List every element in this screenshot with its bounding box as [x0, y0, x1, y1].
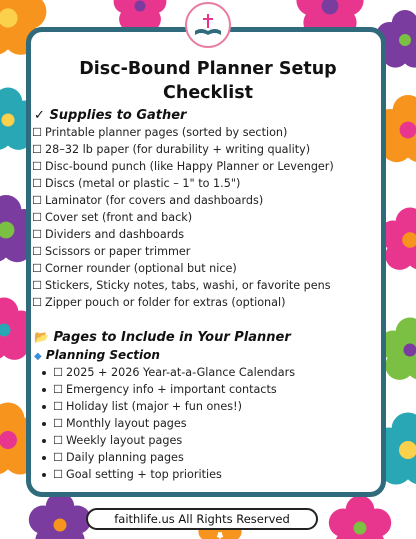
checkbox-icon: ☐: [53, 468, 64, 481]
checkbox-icon: ☐: [32, 228, 43, 241]
list-item: ☐ Scissors or paper trimmer: [32, 245, 191, 258]
checkbox-icon: ☐: [32, 194, 43, 207]
checkbox-icon: ☐: [32, 160, 43, 173]
checkbox-icon: ☐: [32, 211, 43, 224]
page-title: Disc-Bound Planner Setup: [79, 59, 337, 79]
list-item: ☐ Laminator (for covers and dashboards): [32, 194, 264, 207]
list-item: ☐ Corner rounder (optional but nice): [32, 262, 237, 275]
page-title-line2: Checklist: [163, 83, 253, 103]
checkbox-icon: ☐: [32, 245, 43, 258]
list-item: ☐ Holiday list (major + fun ones!): [42, 400, 242, 414]
list-item: ☐ Printable planner pages (sorted by section): [32, 126, 288, 139]
list-item: ☐ Weekly layout pages: [42, 434, 182, 448]
pages-heading: 📂 Pages to Include in Your Planner: [34, 330, 291, 345]
diamond-icon: ◆: [34, 351, 42, 362]
list-item: ☐ Disc-bound punch (like Happy Planner or Levenger): [32, 160, 334, 173]
list-item: ☐ Daily planning pages: [42, 451, 184, 465]
list-item: ☐ 28–32 lb paper (for durability + writing quality): [32, 143, 311, 156]
list-item: ☐ 2025 + 2026 Year-at-a-Glance Calendars: [42, 366, 295, 380]
list-item: ☐ Zipper pouch or folder for extras (optional): [32, 296, 286, 309]
folder-icon: 📂: [34, 330, 49, 344]
checkbox-icon: ☐: [53, 400, 64, 413]
list-item: ☐ Discs (metal or plastic – 1" to 1.5"): [32, 177, 241, 190]
checkbox-icon: ☐: [53, 451, 64, 464]
checkbox-icon: ☐: [32, 143, 43, 156]
planning-section-heading: ◆ Planning Section: [34, 348, 160, 362]
checkbox-icon: ☐: [53, 383, 64, 396]
logo: [185, 2, 231, 48]
supplies-heading: ✓ Supplies to Gather: [34, 108, 187, 123]
checkbox-icon: ☐: [53, 366, 64, 379]
checkbox-icon: ☐: [53, 434, 64, 447]
footer-copyright: faithlife.us All Rights Reserved: [86, 508, 318, 530]
list-item: ☐ Goal setting + top priorities: [42, 468, 222, 482]
checkbox-icon: ☐: [32, 177, 43, 190]
checkbox-icon: ☐: [32, 296, 43, 309]
list-item: ☐ Emergency info + important contacts: [42, 383, 277, 397]
checkbox-icon: ☐: [32, 126, 43, 139]
checkmark-icon: ✓: [34, 108, 45, 123]
open-book-icon: [193, 11, 223, 39]
list-item: ☐ Dividers and dashboards: [32, 228, 185, 241]
checkbox-icon: ☐: [32, 262, 43, 275]
list-item: ☐ Monthly layout pages: [42, 417, 187, 431]
list-item: ☐ Cover set (front and back): [32, 211, 193, 224]
checkbox-icon: ☐: [53, 417, 64, 430]
checkbox-icon: ☐: [32, 279, 43, 292]
list-item: ☐ Stickers, Sticky notes, tabs, washi, or favorite pens: [32, 279, 331, 292]
